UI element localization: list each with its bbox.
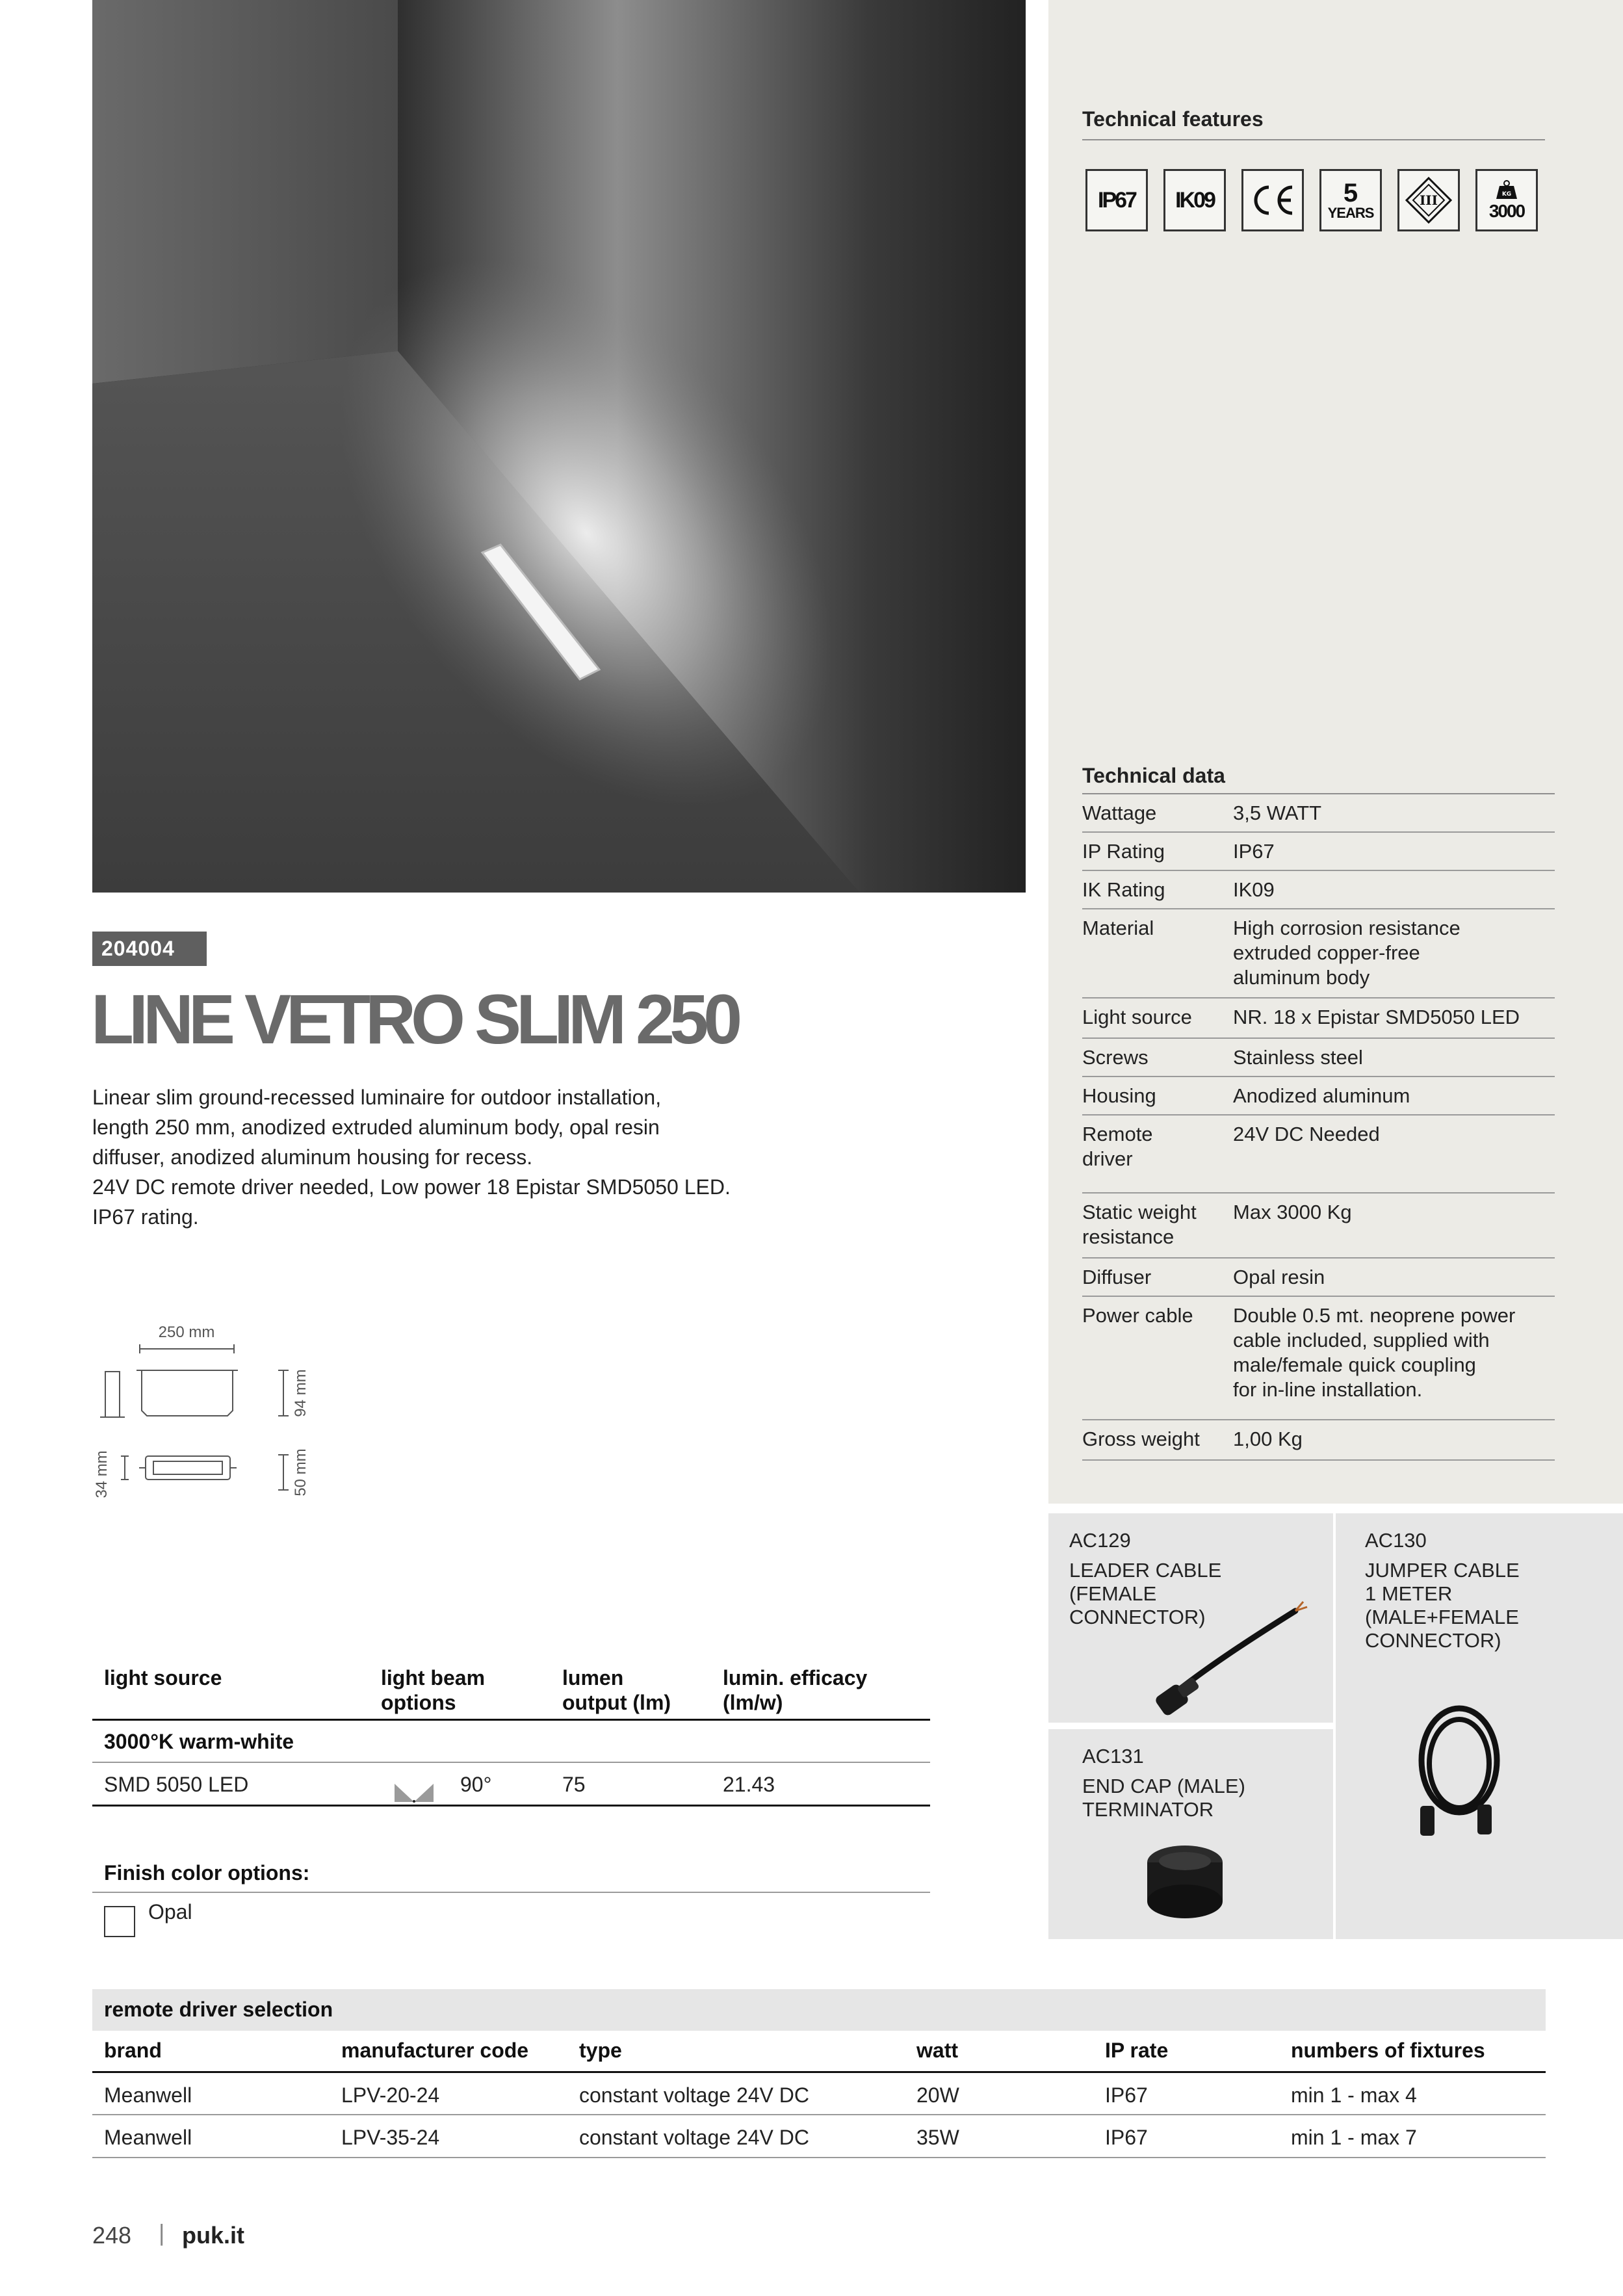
col-header-light-source: light source [104,1666,222,1689]
td-row-light-source: Light source NR. 18 x Epistar SMD5050 LED [1082,998,1555,1039]
technical-data-title: Technical data [1082,764,1225,787]
static-weight-badge: KG 3000 [1475,169,1538,231]
ce-mark-icon [1247,181,1299,220]
end-cap-icon [1133,1836,1237,1927]
light-source-cell: SMD 5050 LED [104,1773,249,1796]
installation-render [92,0,1026,893]
beam-cell: 90° [460,1773,492,1796]
description-line: IP67 rating. [92,1205,199,1229]
col-header-type: type [579,2039,622,2062]
driver-code-cell: LPV-35-24 [341,2126,440,2149]
description-line: 24V DC remote driver needed, Low power 18 Epistar SMD5050 LED. [92,1175,731,1199]
finish-opal-label: Opal [148,1900,192,1924]
driver-brand-cell: Meanwell [104,2083,192,2107]
td-row-static-weight: Static weight resistance Max 3000 Kg [1082,1194,1555,1259]
td-row-housing: Housing Anodized aluminum [1082,1077,1555,1115]
leader-cable-icon [1133,1591,1315,1721]
td-row-ik-rating: IK Rating IK09 [1082,871,1555,909]
width-label: 34 mm [93,1450,110,1498]
td-row-material: Material High corrosion resistance extruded copper-free aluminum body [1082,909,1555,998]
weight-icon [1496,180,1518,200]
td-row-wattage: Wattage 3,5 WATT [1082,794,1555,833]
efficacy-cell: 21.43 [723,1773,775,1796]
col-header-manufacturer-code: manufacturer code [341,2039,529,2062]
driver-code-cell: LPV-20-24 [341,2083,440,2107]
dimension-drawing [91,1320,325,1528]
divider [92,2157,1546,2158]
ik-rating-badge: IK09 [1163,169,1226,231]
footer-separator: | [159,2219,165,2246]
divider [92,1762,930,1763]
col-header-lumen: lumen output (lm) [562,1666,671,1714]
driver-ip-cell: IP67 [1105,2083,1148,2107]
depth-label: 50 mm [292,1448,309,1496]
divider [92,2071,1546,2073]
driver-type-cell: constant voltage 24V DC [579,2083,809,2107]
description-line: length 250 mm, anodized extruded aluminum body, opal resin [92,1115,660,1139]
driver-type-cell: constant voltage 24V DC [579,2126,809,2149]
finish-title: Finish color options: [104,1861,310,1885]
class-iii-icon [1403,174,1455,226]
accessory-ac129[interactable]: AC129 LEADER CABLE (FEMALE CONNECTOR) [1048,1513,1333,1723]
product-code-tag: 204004 [92,932,207,966]
divider [92,1892,930,1893]
driver-brand-cell: Meanwell [104,2126,192,2149]
accessory-ac130[interactable]: AC130 JUMPER CABLE 1 METER (MALE+FEMALE CONNECTOR) [1336,1513,1623,1939]
jumper-cable-icon [1401,1695,1518,1858]
description-line: diffuser, anodized aluminum housing for recess. [92,1145,533,1169]
footer-website-link[interactable]: puk.it [182,2222,244,2249]
td-row-remote-driver: Remote driver 24V DC Needed [1082,1115,1555,1194]
driver-ip-cell: IP67 [1105,2126,1148,2149]
td-row-power-cable: Power cable Double 0.5 mt. neoprene power cable included, supplied with male/female quick coupling for in-line installation. [1082,1297,1555,1420]
col-header-fixtures: numbers of fixtures [1291,2039,1485,2062]
col-header-watt: watt [916,2039,958,2062]
description-line: Linear slim ground-recessed luminaire for outdoor installation, [92,1086,662,1109]
length-label: 250 mm [158,1324,215,1341]
page-number: 248 [92,2222,132,2249]
divider [92,1805,930,1807]
td-row-screws: Screws Stainless steel [1082,1039,1555,1077]
color-temperature-group: 3000°K warm-white [104,1730,294,1753]
driver-watt-cell: 35W [916,2126,959,2149]
driver-fixtures-cell: min 1 - max 7 [1291,2126,1417,2149]
class-iii-label: III [1419,192,1438,208]
col-header-efficacy: lumin. efficacy (lm/w) [723,1666,868,1714]
ce-mark-badge [1241,169,1304,231]
td-row-diffuser: Diffuser Opal resin [1082,1259,1555,1297]
class-iii-badge [1397,169,1460,231]
driver-fixtures-cell: min 1 - max 4 [1291,2083,1417,2107]
divider [92,1719,930,1721]
product-photo [92,0,1026,893]
weight-unit-label: KG [1501,191,1512,198]
warranty-badge: 5 YEARS [1319,169,1382,231]
col-header-ip-rate: IP rate [1105,2039,1169,2062]
col-header-beam: light beam options [381,1666,486,1714]
finish-opal-swatch[interactable] [104,1906,135,1937]
ip-rating-badge: IP67 [1085,169,1148,231]
td-row-ip-rating: IP Rating IP67 [1082,833,1555,871]
beam-angle-icon [393,1780,435,1803]
divider [1082,139,1545,140]
accessory-ac131[interactable]: AC131 END CAP (MALE) TERMINATOR [1048,1729,1333,1939]
driver-table-title: remote driver selection [104,1998,333,2021]
divider [92,2114,1546,2115]
td-row-gross-weight: Gross weight 1,00 Kg [1082,1420,1555,1461]
product-title: LINE VETRO SLIM 250 [91,980,738,1058]
technical-features-title: Technical features [1082,107,1264,131]
lumen-cell: 75 [562,1773,586,1796]
col-header-brand: brand [104,2039,162,2062]
driver-watt-cell: 20W [916,2083,959,2107]
height-label: 94 mm [292,1369,309,1417]
